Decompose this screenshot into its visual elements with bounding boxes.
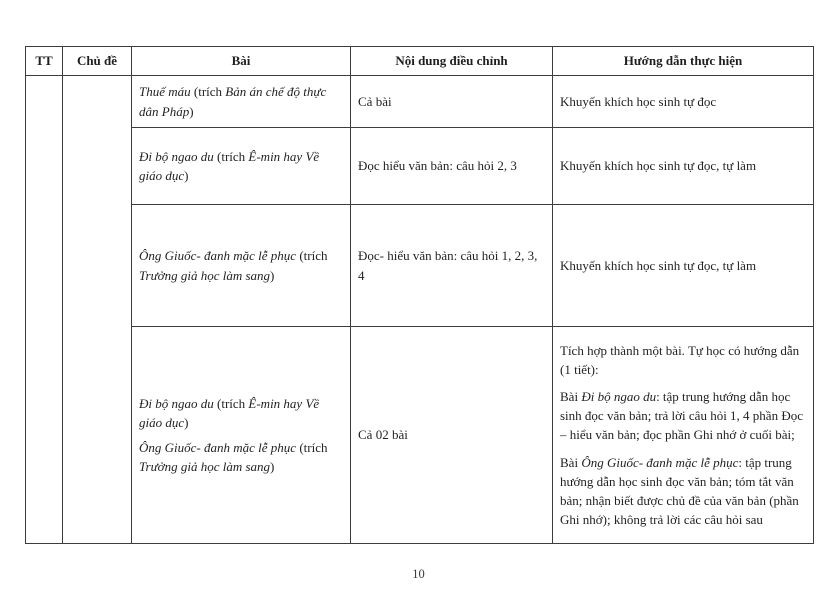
- header-bai: Bài: [132, 47, 351, 76]
- lesson-title: Ông Giuốc- đanh mặc lễ phục: [581, 454, 739, 470]
- cell-huong-dan: Khuyến khích học sinh tự đọc: [553, 76, 814, 128]
- guidance-text: : tập trung hướng dẫn học sinh đọc văn bản; trả lời câu hỏi 1, 4 phần Đọc – hiểu văn bản; đọc phần Ghi nhớ ở cuối bài;: [560, 389, 803, 443]
- cell-bai: [132, 327, 351, 544]
- lesson-title: Ông Giuốc- đanh mặc lễ phục: [139, 439, 297, 455]
- table-row: [26, 327, 814, 544]
- lesson-end: ): [270, 459, 275, 474]
- guidance-pre: Bài: [560, 454, 582, 470]
- adjustment-content: Đọc- hiểu văn bản: câu hỏi 1, 2, 3, 4: [358, 248, 538, 283]
- guidance-paragraph: Tích hợp thành một bài. Tự học có hướng dẫn (1 tiết):: [560, 343, 800, 378]
- header-tt: TT: [26, 47, 63, 76]
- lesson-source: Ê-min hay Về giáo dục: [139, 395, 320, 430]
- header-huong-dan: Hướng dẫn thực hiện: [553, 47, 814, 76]
- table-row: [26, 128, 814, 205]
- lesson-end: ): [184, 168, 189, 183]
- table-row: [26, 76, 814, 128]
- cell-huong-dan: Khuyến khích học sinh tự đọc, tự làm: [553, 205, 814, 327]
- lesson-title: Đi bộ ngao du: [139, 148, 214, 164]
- cell-noi-dung: Cả 02 bài: [351, 327, 553, 544]
- lesson-source: Trưởng giả học làm sang: [139, 267, 271, 283]
- lesson-mid: (trích: [213, 148, 249, 164]
- lesson-mid: (trích: [296, 248, 328, 263]
- cell-noi-dung: Đọc hiểu văn bản: câu hỏi 2, 3: [351, 128, 553, 205]
- table-header-row: [26, 47, 814, 76]
- curriculum-adjustment-table: [25, 46, 814, 544]
- guidance-paragraph: [560, 387, 806, 444]
- guidance-paragraph: [560, 453, 806, 529]
- lesson-source: Trưởng giả học làm sang: [139, 459, 271, 474]
- guidance-pre: Bài: [560, 389, 582, 405]
- cell-bai: [132, 76, 351, 128]
- lesson-source: Ê-min hay Về giáo dục: [139, 148, 320, 183]
- lesson-end: ): [189, 103, 194, 119]
- lesson-entry: [139, 438, 343, 477]
- table-row: [26, 205, 814, 327]
- lesson-title: Đi bộ ngao du: [139, 395, 214, 411]
- page-number: 10: [412, 567, 425, 581]
- cell-noi-dung: [351, 205, 553, 327]
- lesson-mid: (trích: [296, 439, 328, 455]
- lesson-end: ): [270, 267, 275, 283]
- cell-noi-dung: Cả bài: [351, 76, 553, 128]
- lesson-mid: (trích: [213, 395, 249, 411]
- cell-bai: [132, 205, 351, 327]
- cell-huong-dan: Khuyến khích học sinh tự đọc, tự làm: [553, 128, 814, 205]
- lesson-end: ): [184, 415, 189, 430]
- cell-huong-dan: [553, 327, 814, 544]
- lesson-source: Bản án chế độ thực dân Pháp: [139, 84, 327, 119]
- cell-chu-de-body: [63, 76, 132, 544]
- lesson-title: Đi bộ ngao du: [581, 389, 657, 405]
- header-noi-dung: Nội dung điều chỉnh: [351, 47, 553, 76]
- cell-tt-body: [26, 76, 63, 544]
- cell-bai: [132, 128, 351, 205]
- header-chu-de: Chủ đề: [63, 47, 132, 76]
- lesson-title: Thuế máu: [139, 84, 191, 99]
- lesson-entry: [139, 394, 343, 433]
- guidance-text: : tập trung hướng dẫn học sinh đọc văn bản; tóm tắt văn bản; nhận biết được chủ đề của văn bản (phần Ghi nhớ); không trả lời các câu hỏi sau: [560, 454, 799, 527]
- lesson-title: Ông Giuốc- đanh mặc lễ phục: [139, 248, 297, 263]
- lesson-mid: (trích: [190, 84, 226, 99]
